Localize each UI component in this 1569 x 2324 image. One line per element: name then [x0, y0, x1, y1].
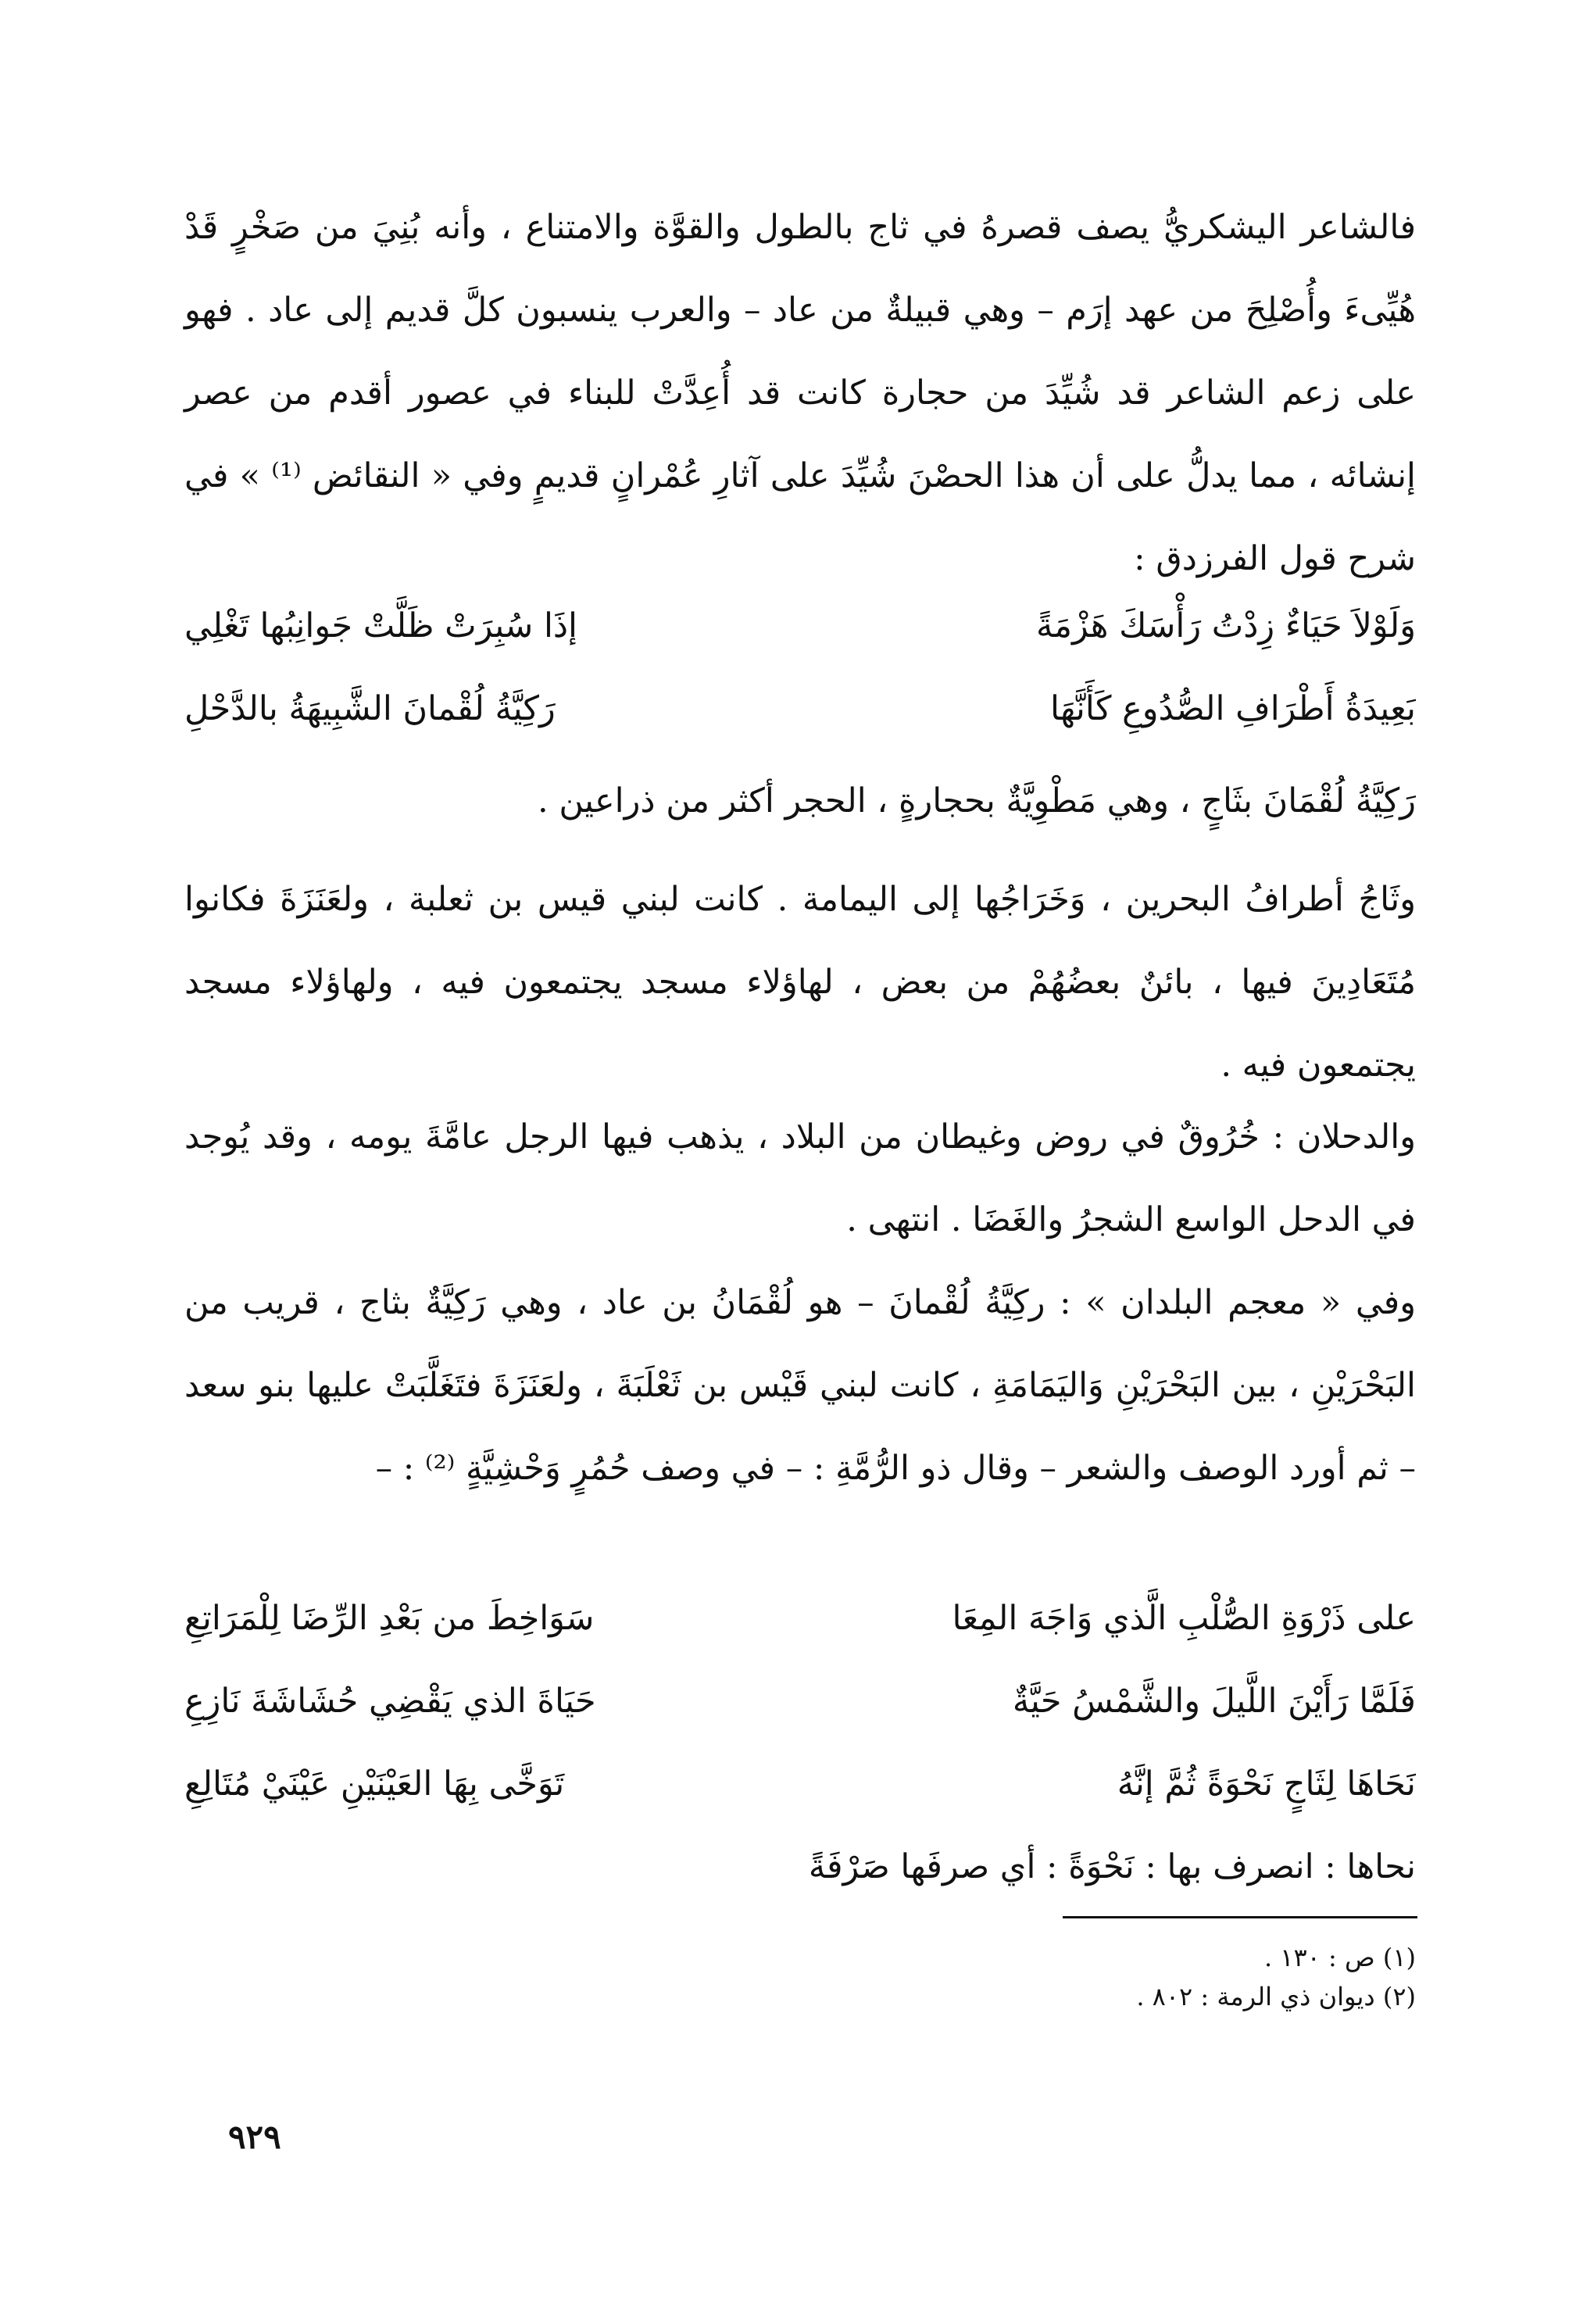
paragraph-text: والدحلان : خُرُوقٌ في روض وغيطان من البلاد ، يذهب فيها الرجل عامَّةَ يومه ، وقد يُوجد في الدحل الواسع الشجرُ والغَضَا . انتهى .: [184, 1117, 1416, 1239]
paragraph-text: فالشاعر اليشكريُّ يصف قصرهُ في ثاج بالطول والقوَّة والامتناع ، وأنه بُنِيَ من صَخْرٍ قَدْ هُيِّىءَ وأُصْلِحَ من عهد إرَم – وهي قبيلةٌ من عاد – والعرب ينسبون كلَّ قديم إلى عاد . فهو على زعم الشاعر قد شُيِّدَ من حجارة كانت قد أُعِدَّتْ للبناء في عصور أقدم من عصر إنشائه ، مما يدلُّ على أن هذا الحصْنَ شُيِّدَ على آثارِ عُمْرانٍ قديمٍ وفي « النقائض ⁽¹⁾ » في شرح قول الفرزدق :: [184, 208, 1416, 578]
poem-verse: [184, 1577, 1416, 1660]
paragraph-intro: [184, 186, 1416, 600]
footnote-item: (٢) ديوان ذي الرمة : ٨٠٢ .: [1136, 1982, 1416, 2011]
poem-verse: [184, 1660, 1416, 1743]
footnote-item: (١) ص : ١٣٠ .: [1263, 1943, 1416, 1972]
paragraph-mujam-albuldan: [184, 1261, 1416, 1510]
paragraph-gloss: [184, 1825, 1416, 1908]
verse-second-hemistich: رَكِيَّةُ لُقْمانَ الشَّبِيهَةُ بالدَّحْلِ: [184, 689, 556, 728]
poem-verse: [184, 1743, 1416, 1825]
verse-second-hemistich: تَوَخَّى بِهَا العَيْنَيْنِ عَيْنَيْ مُتَالِعِ: [184, 1764, 565, 1804]
poem-verse: [184, 585, 1416, 667]
verse-second-hemistich: حَيَاةَ الذي يَقْضِي حُشَاشَةَ نَازِعِ: [184, 1682, 596, 1721]
verse-second-hemistich: إذَا سُبِرَتْ ظَلَّتْ جَوانِبُها تَغْلِي: [184, 606, 578, 645]
paragraph-text: نحاها : انصرف بها : نَحْوَةً : أي صرفَها صَرْفَةً: [808, 1847, 1416, 1886]
paragraph-text: وفي « معجم البلدان » : ركِيَّةُ لُقْمانَ – هو لُقْمَانُ بن عاد ، وهي رَكِيَّةٌ بثاج ، قريب من البَحْرَيْنِ ، بين البَحْرَيْنِ وَاليَمَامَةِ ، كانت لبني قَيْس بن ثَعْلَبَةَ ، ولعَنَزَةَ فتَغَلَّبَتْ عليها بنو سعد – ثم أورد الوصف والشعر – وقال ذو الرُّمَّةِ : – في وصف حُمُرٍ وَحْشِيَّةٍ ⁽²⁾ : –: [184, 1283, 1416, 1488]
paragraph-text: وثَاجُ أطرافُ البحرين ، وَخَرَاجُها إلى اليمامة . كانت لبني قيس بن ثعلبة ، ولعَنَزَةَ فكانوا مُتَعَادِينَ فيها ، بائنٌ بعضُهُمْ من بعض ، لهاؤلاء مسجد يجتمعون فيه ، ولهاؤلاء مسجد يجتمعون فيه .: [184, 880, 1416, 1085]
verse-first-hemistich: وَلَوْلاَ حَيَاءٌ زِدْتُ رَأْسَكَ هَزْمَةً: [1035, 606, 1416, 645]
poem-dhu-al-rumma: [184, 1577, 1416, 1825]
verse-first-hemistich: بَعِيدَةُ أَطْرَافِ الصُّدُوعِ كَأَنَّهَا: [1049, 689, 1416, 728]
paragraph-dahlan: [184, 1096, 1416, 1261]
verse-first-hemistich: على ذَرْوَةِ الصُّلْبِ الَّذي وَاجَهَ المِعَا: [952, 1599, 1416, 1638]
paragraph-rakiyya: [184, 760, 1416, 842]
verse-second-hemistich: سَوَاخِطَ من بَعْدِ الرِّضَا لِلْمَرَاتِعِ: [184, 1599, 595, 1638]
footnotes: [1136, 1938, 1416, 2016]
paragraph-thaj: [184, 858, 1416, 1107]
poem-verse: [184, 667, 1416, 750]
verse-first-hemistich: فَلَمَّا رَأَيْنَ اللَّيلَ والشَّمْسُ حَيَّةٌ: [1012, 1682, 1416, 1721]
verse-first-hemistich: نَحَاهَا لِثَاجٍ نَحْوَةً ثُمَّ إنَّهُ: [1117, 1764, 1416, 1804]
footnote-divider: [1063, 1916, 1417, 1918]
paragraph-text: رَكِيَّةُ لُقْمَانَ بثَاجٍ ، وهي مَطْوِيَّةٌ بحجارةٍ ، الحجر أكثر من ذراعين .: [537, 781, 1416, 821]
page-number: ٩٢٩: [228, 2118, 281, 2156]
poem-farazdaq: [184, 585, 1416, 750]
